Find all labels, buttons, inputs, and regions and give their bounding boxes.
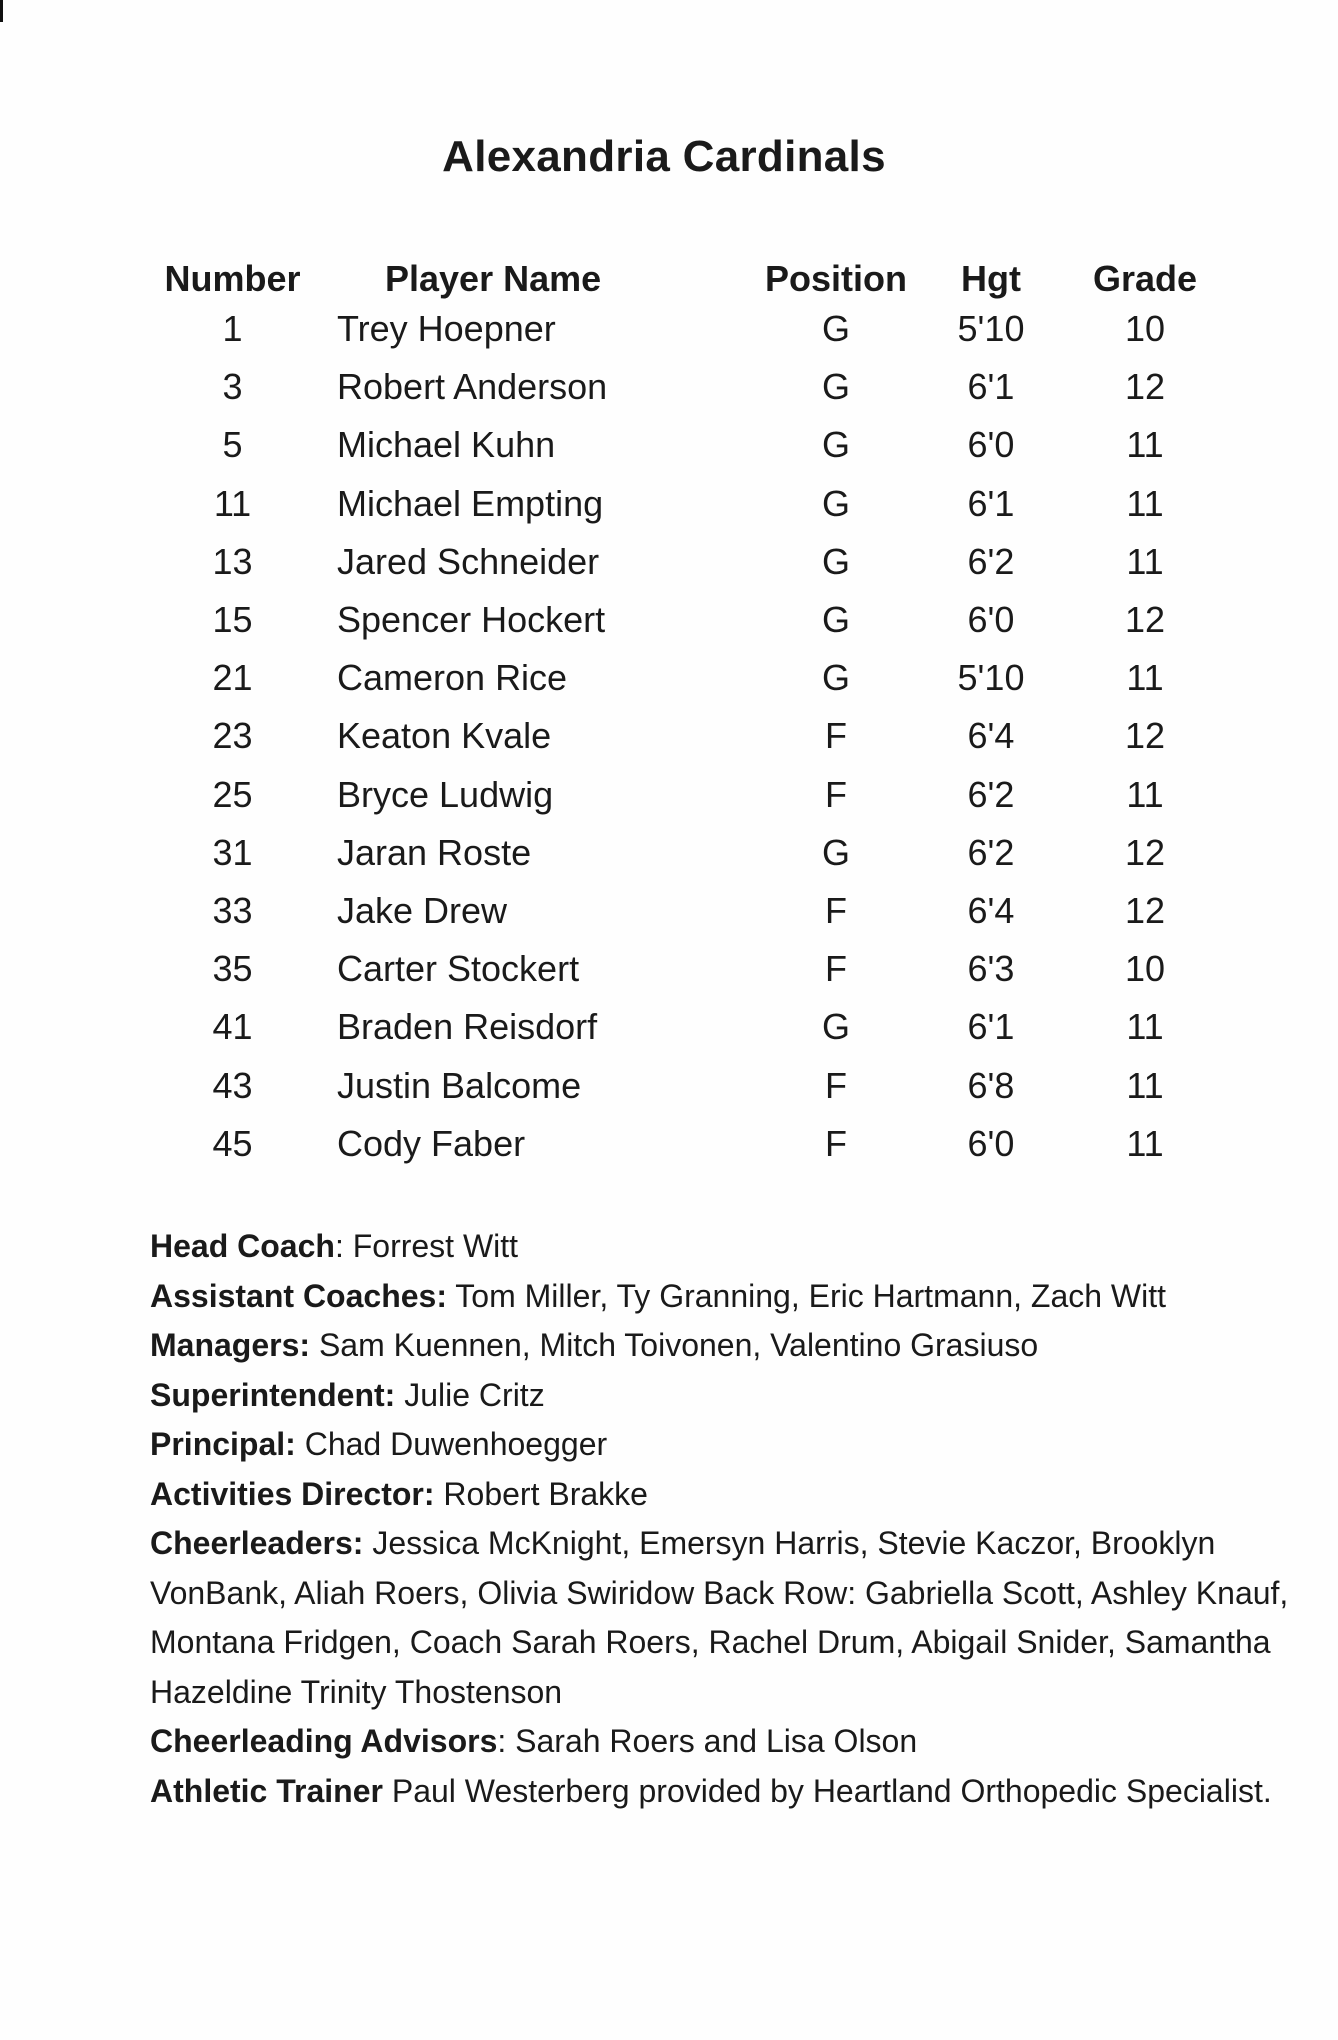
player-grade: 10 [1124, 948, 1166, 990]
staff-value: Julie Critz [404, 1376, 545, 1413]
player-position: G [821, 657, 850, 699]
player-height: 6'0 [967, 1122, 1015, 1164]
player-position: F [825, 715, 847, 757]
table-row [140, 998, 1225, 1056]
staff-label: Assistant Coaches: [150, 1277, 447, 1314]
player-number: 23 [212, 715, 253, 757]
table-row [140, 940, 1225, 998]
staff-value: Jessica McKnight, Emersyn Harris, Stevie Kaczor, Brooklyn VonBank, Aliah Roers, Olivia Swiridow Back Row: Gabriella Scott, Ashley Knauf, Montana Fridgen, Coach Sarah Roers, Rachel Drum, Abigail Snider, Samantha Hazeldine Trinity Thostenson [150, 1525, 1289, 1710]
player-name: Carter Stockert [337, 948, 580, 990]
player-height: 6'0 [967, 424, 1015, 466]
player-position: F [825, 1064, 847, 1106]
player-position: F [825, 1122, 847, 1164]
player-height: 6'1 [967, 1006, 1015, 1048]
header-grade: Grade [1092, 258, 1198, 299]
page-title [0, 132, 1338, 182]
player-position: G [821, 482, 850, 524]
player-height: 6'1 [967, 366, 1015, 408]
player-position: G [821, 1006, 850, 1048]
staff-label: Managers: [150, 1327, 311, 1363]
table-row [140, 1115, 1225, 1173]
player-name: Jared Schneider [337, 540, 600, 582]
player-name: Bryce Ludwig [337, 773, 554, 815]
table-row [140, 649, 1225, 707]
staff-line [150, 1717, 1335, 1767]
staff-line [150, 1420, 1335, 1470]
staff-line [150, 1321, 1335, 1371]
player-number: 1 [222, 308, 243, 350]
player-height: 6'4 [967, 715, 1015, 757]
staff-label: Superintendent: [150, 1376, 396, 1413]
staff-value: Forrest Witt [352, 1228, 519, 1264]
player-position: G [821, 424, 850, 466]
player-grade: 10 [1124, 308, 1166, 350]
player-number: 31 [212, 831, 253, 873]
staff-value: Chad Duwenhoegger [304, 1426, 608, 1462]
player-grade: 12 [1124, 366, 1166, 408]
player-number: 15 [212, 599, 253, 641]
player-name: Robert Anderson [337, 366, 608, 408]
player-height: 6'8 [967, 1064, 1015, 1106]
staff-value: Sam Kuennen, Mitch Toivonen, Valentino Grasiuso [318, 1327, 1039, 1363]
player-height: 5'10 [957, 308, 1025, 350]
player-position: F [825, 773, 847, 815]
player-grade: 11 [1126, 424, 1164, 466]
staff-label: Cheerleading Advisors [150, 1723, 498, 1759]
player-grade: 12 [1124, 599, 1166, 641]
staff-line [150, 1767, 1335, 1817]
staff-label: Principal: [150, 1426, 296, 1462]
staff-value: Paul Westerberg provided by Heartland Orthopedic Specialist. [391, 1772, 1272, 1809]
player-position: F [825, 889, 847, 931]
player-height: 6'2 [967, 540, 1015, 582]
staff-line [150, 1519, 1335, 1717]
player-name: Jaran Roste [337, 831, 532, 873]
player-height: 6'1 [967, 482, 1015, 524]
staff-line [150, 1272, 1335, 1322]
player-grade: 12 [1124, 831, 1166, 873]
page-title-text: Alexandria Cardinals [442, 132, 886, 181]
player-name: Jake Drew [337, 889, 508, 931]
player-number: 13 [212, 540, 253, 582]
page-edge-mark [0, 0, 3, 22]
player-grade: 11 [1126, 657, 1164, 699]
player-name: Cameron Rice [337, 657, 568, 699]
player-grade: 11 [1126, 1006, 1164, 1048]
staff-value: Tom Miller, Ty Granning, Eric Hartmann, Zach Witt [455, 1277, 1167, 1314]
staff-line [150, 1470, 1335, 1520]
player-name: Spencer Hockert [337, 599, 606, 641]
header-position: Position [765, 258, 907, 299]
roster-body [140, 300, 1225, 1173]
player-height: 6'4 [967, 889, 1015, 931]
player-name: Michael Kuhn [337, 424, 556, 466]
player-position: F [825, 948, 847, 990]
staff-value: Robert Brakke [443, 1475, 648, 1512]
table-row [140, 1056, 1225, 1114]
player-position: G [821, 366, 850, 408]
player-height: 5'10 [957, 657, 1025, 699]
header-number: Number [164, 258, 301, 299]
table-row [140, 358, 1225, 416]
player-number: 5 [222, 424, 243, 466]
player-number: 35 [212, 948, 253, 990]
player-grade: 11 [1126, 1064, 1164, 1106]
player-number: 45 [212, 1122, 253, 1164]
staff-value: Sarah Roers and Lisa Olson [515, 1723, 918, 1759]
table-row [140, 533, 1225, 591]
player-grade: 11 [1126, 1122, 1164, 1164]
player-position: G [821, 540, 850, 582]
staff-label: Cheerleaders: [150, 1525, 364, 1561]
player-number: 3 [222, 366, 243, 408]
player-height: 6'3 [967, 948, 1015, 990]
table-row [140, 300, 1225, 358]
table-row [140, 824, 1225, 882]
player-height: 6'2 [967, 831, 1015, 873]
table-row [140, 882, 1225, 940]
player-name: Keaton Kvale [337, 715, 552, 757]
player-height: 6'0 [967, 599, 1015, 641]
player-grade: 12 [1124, 889, 1166, 931]
player-position: G [821, 599, 850, 641]
player-grade: 11 [1126, 773, 1164, 815]
player-name: Braden Reisdorf [337, 1006, 598, 1048]
player-number: 11 [213, 482, 252, 524]
player-position: G [821, 308, 850, 350]
roster-header-row [140, 246, 1225, 300]
player-grade: 11 [1126, 482, 1164, 524]
table-row [140, 707, 1225, 765]
table-row [140, 416, 1225, 474]
staff-section [150, 1222, 1335, 1816]
staff-label: Head Coach [150, 1228, 335, 1264]
header-player-name: Player Name [385, 258, 602, 299]
player-number: 21 [212, 657, 253, 699]
staff-label: Activities Director: [150, 1475, 435, 1512]
table-row [140, 766, 1225, 824]
player-name: Justin Balcome [337, 1064, 582, 1106]
player-name: Trey Hoepner [337, 308, 556, 350]
player-number: 33 [212, 889, 253, 931]
staff-label: Athletic Trainer [150, 1772, 383, 1809]
staff-separator: : [334, 1228, 344, 1264]
roster-table [140, 246, 1225, 1173]
player-grade: 12 [1124, 715, 1166, 757]
player-name: Michael Empting [337, 482, 604, 524]
staff-separator: : [497, 1723, 507, 1759]
player-grade: 11 [1126, 540, 1164, 582]
table-row [140, 475, 1225, 533]
staff-line [150, 1371, 1335, 1421]
player-position: G [821, 831, 850, 873]
player-number: 25 [212, 773, 253, 815]
player-number: 43 [212, 1064, 253, 1106]
player-height: 6'2 [967, 773, 1015, 815]
player-number: 41 [212, 1006, 253, 1048]
staff-line [150, 1222, 1335, 1272]
table-row [140, 591, 1225, 649]
player-name: Cody Faber [337, 1122, 526, 1164]
header-height: Hgt [961, 258, 1021, 299]
